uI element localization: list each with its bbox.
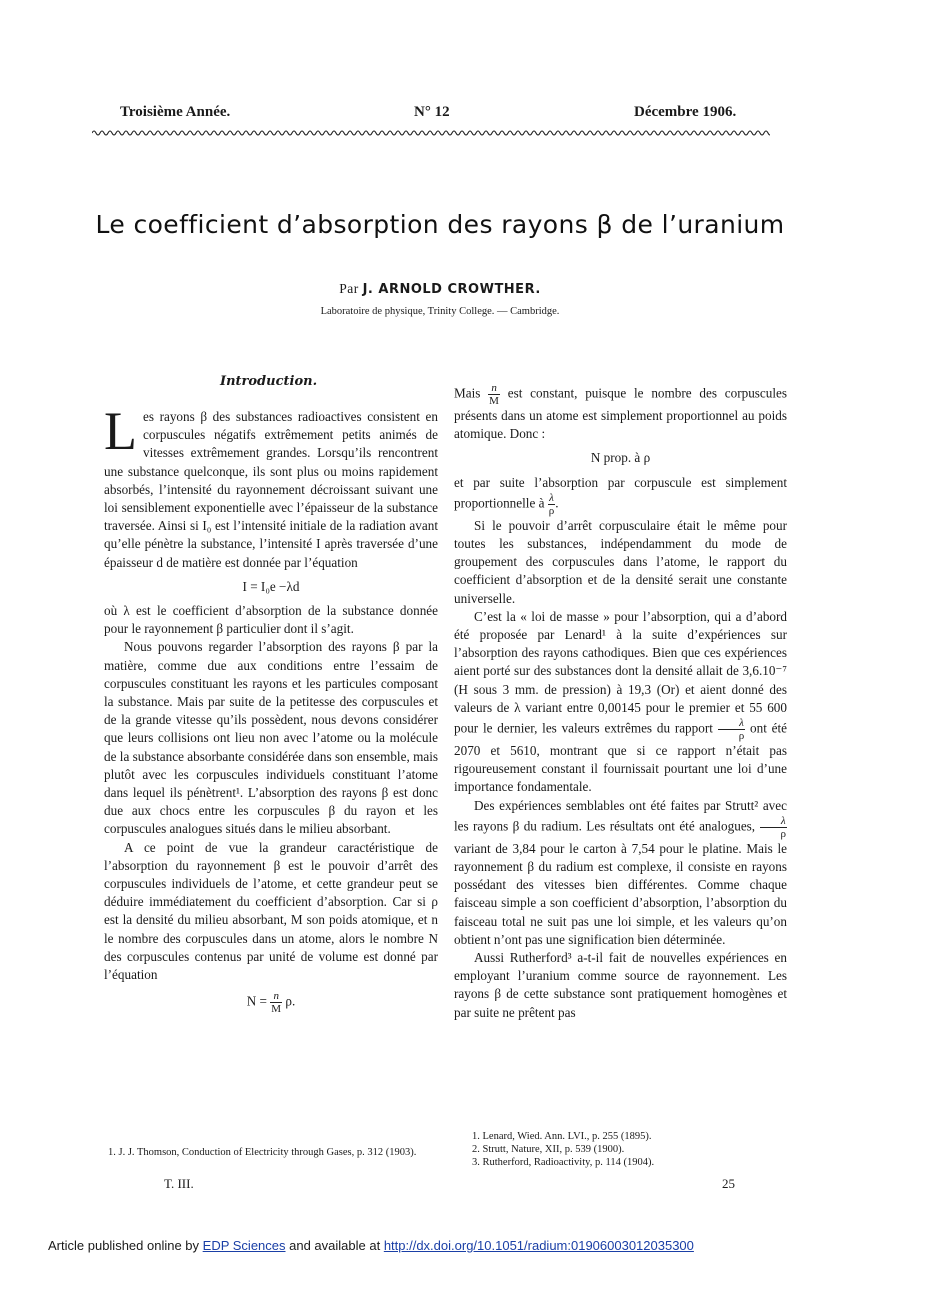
footnote: 1. Lenard, Wied. Ann. LVI., p. 255 (1895). <box>472 1131 652 1142</box>
publisher-link[interactable]: EDP Sciences <box>202 1238 286 1253</box>
paragraph-text: est constant, puisque le nombre des corpuscules présents dans un atome est simplement proportionnel au poids atomique. Donc : <box>454 385 788 442</box>
equation-corpuscle-count <box>104 990 438 1015</box>
publisher-notice <box>48 1238 694 1253</box>
equation-proportional: N prop. à ρ <box>590 450 651 466</box>
fraction-numerator: λ <box>549 491 554 504</box>
fraction-denominator: M <box>489 395 499 407</box>
notice-text: and available at <box>285 1238 384 1253</box>
fraction-numerator: n <box>270 990 282 1003</box>
article-title: Le coefficient d’absorption des rayons β de l’uranium <box>95 210 785 239</box>
doi-link[interactable]: http://dx.doi.org/10.1051/radium:01906003012035300 <box>383 1238 694 1253</box>
fraction-numerator: λ <box>760 815 788 828</box>
equation-rhs: ρ. <box>285 993 296 1009</box>
paragraph <box>454 608 787 797</box>
fraction-numerator: n <box>488 382 500 395</box>
byline-prefix: Par <box>339 281 359 296</box>
fraction <box>760 815 788 840</box>
right-column <box>454 382 787 1022</box>
paragraph-text: variant de 3,84 pour le carton à 7,54 pour le platine. Mais le rayonnement β du radium est complexe, il consiste en rayons possédant des vitesses bien différentes. Comme chaque faisceau simple a son coefficient d’absorption, l’absorption du faisceau total ne suit pas une loi simple, et les valeurs qu’on obtient n’ont pas une signification bien déterminée. <box>454 840 787 947</box>
paragraph-text: ont été 2070 et 5610, montrant que si ce rapport n’était pas rigoureusement constant il fournissait pourtant une loi d’une importance fondamentale. <box>454 720 788 795</box>
footnotes-right <box>472 1130 792 1169</box>
paragraph <box>454 382 787 443</box>
decorative-wavy-rule <box>92 128 770 138</box>
paragraph: Nous pouvons regarder l’absorption des rayons β par la matière, comme due aux conditions entre l’essaim de corpuscules constituant les rayons et les particules composant la substance. Mais par suite de la petitesse des corpuscules et de la grande vitesse qu’ils possèdent, nous devons considérer que leurs collisions ont lieu non avec l’atome ou la molécule de la substance absorbante considérée dans son ensemble, mais plutôt avec les corpuscules individuels constituant l’atome dans lequel ils pénètrent¹. L’absorption des rayons β est donc due aux chocs entre les corpuscules β du rayon et les corpuscules analogues situés dans le milieu absorbant. <box>104 639 438 837</box>
header-date: Décembre 1906. <box>634 104 737 120</box>
paragraph-text: Des expériences semblables ont été faites par Strutt² avec les rayons β du radium. Les résultats ont été analogues, <box>454 797 787 834</box>
paragraph-text: et par suite l’absorption par corpuscule est simplement proportionnelle à <box>454 474 787 511</box>
header-issue-number: N° 12 <box>414 104 450 120</box>
paragraph-text: . <box>555 495 559 511</box>
paragraph: Aussi Rutherford³ a-t-il fait de nouvelles expériences en employant l’uranium comme source de rayonnement. Les rayons β de cette substance sont pratiquement homogènes et par suite ne prêtent pas <box>454 950 787 1020</box>
paragraph-text: es rayons β des substances radioactives consistent en corpuscules négatifs extrêmement petits animés de vitesses extrêmement grandes. Lorsqu’ils rencontrent une substance quelconque, ils sont plus ou moins rapidement absorbés, l’intensité du rayonnement décroissant suivant une loi sensiblement exponentielle avec l’épaisseur de la substance traversée. Ainsi si I₀ est l’intensité initiale de la radiation avant qu’elle pénètre la substance, l’intensité I après traversée d’une épaisseur d de matière est donnée par l’équation <box>104 409 438 570</box>
fraction <box>270 990 282 1015</box>
byline <box>0 281 880 297</box>
paragraph <box>454 797 787 949</box>
paragraph <box>104 401 438 572</box>
footnote: 2. Strutt, Nature, XII, p. 539 (1900). <box>472 1144 625 1155</box>
paragraph-text: Mais <box>454 385 481 401</box>
page-number: 25 <box>722 1176 735 1191</box>
header-volume: Troisième Année. <box>120 104 231 120</box>
fraction <box>718 717 746 742</box>
equation-intensity: I = I₀e −λd <box>242 578 300 594</box>
drop-cap: L <box>104 401 137 461</box>
footnote: 3. Rutherford, Radioactivity, p. 114 (1904). <box>472 1157 655 1168</box>
paragraph-text: C’est la « loi de masse » pour l’absorption, qui a d’abord été proposée par Lenard¹ à la suite d’expériences sur l’absorption des rayons cathodiques. Bien que ces expériences aient porté sur des substances dont la densité allait de 3,6.10⁻⁷ (H sous 3 mm. de pression) à 19,3 (Or) et aient donné des valeurs de λ variant entre 0,00145 pour le premier et 55 600 pour le dernier, les valeurs extrêmes du rapport <box>454 608 787 736</box>
author-affiliation: Laboratoire de physique, Trinity College. — Cambridge. <box>320 306 560 317</box>
paragraph: Si le pouvoir d’arrêt corpusculaire était le même pour toutes les substances, indépendamment du mode de groupement des corpuscules dans l’atome, le rapport du coefficient d’absorption et de la densité serait une constante universelle. <box>454 517 787 606</box>
fraction-denominator: M <box>271 1003 282 1016</box>
paragraph: où λ est le coefficient d’absorption de la substance donnée pour le rayonnement β particulier dont il s’agit. <box>104 603 438 637</box>
paragraph: A ce point de vue la grandeur caractéristique de l’absorption du rayonnement β est le pouvoir d’arrêt des corpuscules individuels de l’atome, et cette grandeur peut se déduire immédiatement du coefficient d’absorption. Car si ρ est la densité du milieu absorbant, M son poids atomique, et n le nombre des corpuscules dans un atome, alors le nombre N des corpuscules contenus par unité de volume est donné par l’équation <box>104 839 438 983</box>
author-name: J. ARNOLD CROWTHER. <box>362 282 541 297</box>
left-column <box>104 401 438 1021</box>
paragraph <box>454 474 787 517</box>
fraction <box>488 382 500 407</box>
volume-label: T. III. <box>164 1176 194 1191</box>
fraction-denominator: ρ <box>780 827 786 840</box>
fraction-denominator: ρ <box>548 504 555 517</box>
fraction-denominator: ρ <box>738 730 745 743</box>
footnote-left: 1. J. J. Thomson, Conduction of Electricity through Gases, p. 312 (1903). <box>108 1147 417 1158</box>
fraction-numerator: λ <box>718 717 746 730</box>
equation-lhs: N = <box>246 993 267 1009</box>
section-heading: Introduction. <box>220 374 318 389</box>
notice-text: Article published online by <box>48 1238 203 1253</box>
